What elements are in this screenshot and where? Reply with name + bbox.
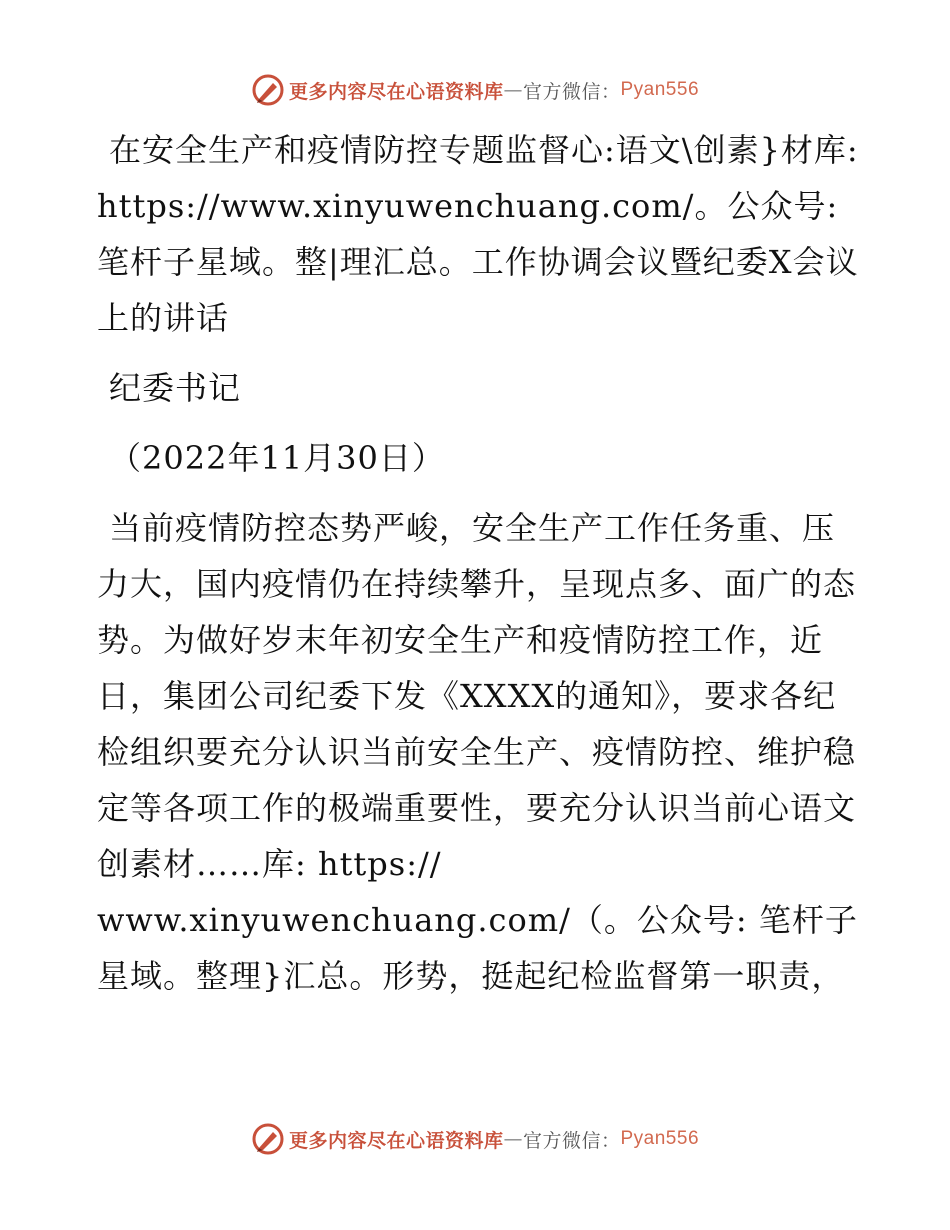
footer-wechat-label: 官方微信： xyxy=(522,1129,621,1152)
header-brand-text: 更多内容尽在心语资料库 xyxy=(288,80,504,103)
document-body xyxy=(97,122,867,1004)
pen-logo-icon xyxy=(251,1122,285,1156)
header-banner xyxy=(0,70,950,110)
footer-brand-text: 更多内容尽在心语资料库 xyxy=(288,1129,504,1152)
header-wechat-label: 官方微信： xyxy=(522,80,621,103)
document-title: 在安全生产和疫情防控专题监督心:语文\创素}材库: https://www.xinyuwenchuang.com/。公众号: 笔杆子星域。整|理汇总。工作协调会议暨纪委X会议上的讲话 xyxy=(97,131,859,337)
document-author: 纪委书记 xyxy=(109,369,242,407)
footer-separator: — xyxy=(503,1128,523,1150)
footer-banner xyxy=(0,1119,950,1159)
document-paragraph: 当前疫情防控态势严峻，安全生产工作任务重、压力大，国内疫情仍在持续攀升，呈现点多、面广的态势。为做好岁末年初安全生产和疫情防控工作，近日，集团公司纪委下发《XXXX的通知》，要求各纪检组织要充分认识当前安全生产、疫情防控、维护稳定等各项工作的极端重要性，要充分认识当前心语文创素材……库: https:// www.xinyuwenchuang.com/（。公众号: 笔杆子星域。整理}汇总。形势，挺起纪检监督第一职责， xyxy=(97,509,858,995)
header-wechat-id: Pyan556 xyxy=(620,79,700,100)
footer-wechat-id: Pyan556 xyxy=(620,1128,700,1149)
header-separator: — xyxy=(503,79,523,101)
pen-logo-icon xyxy=(251,73,285,107)
document-date: （2022年11月30日） xyxy=(109,439,445,477)
